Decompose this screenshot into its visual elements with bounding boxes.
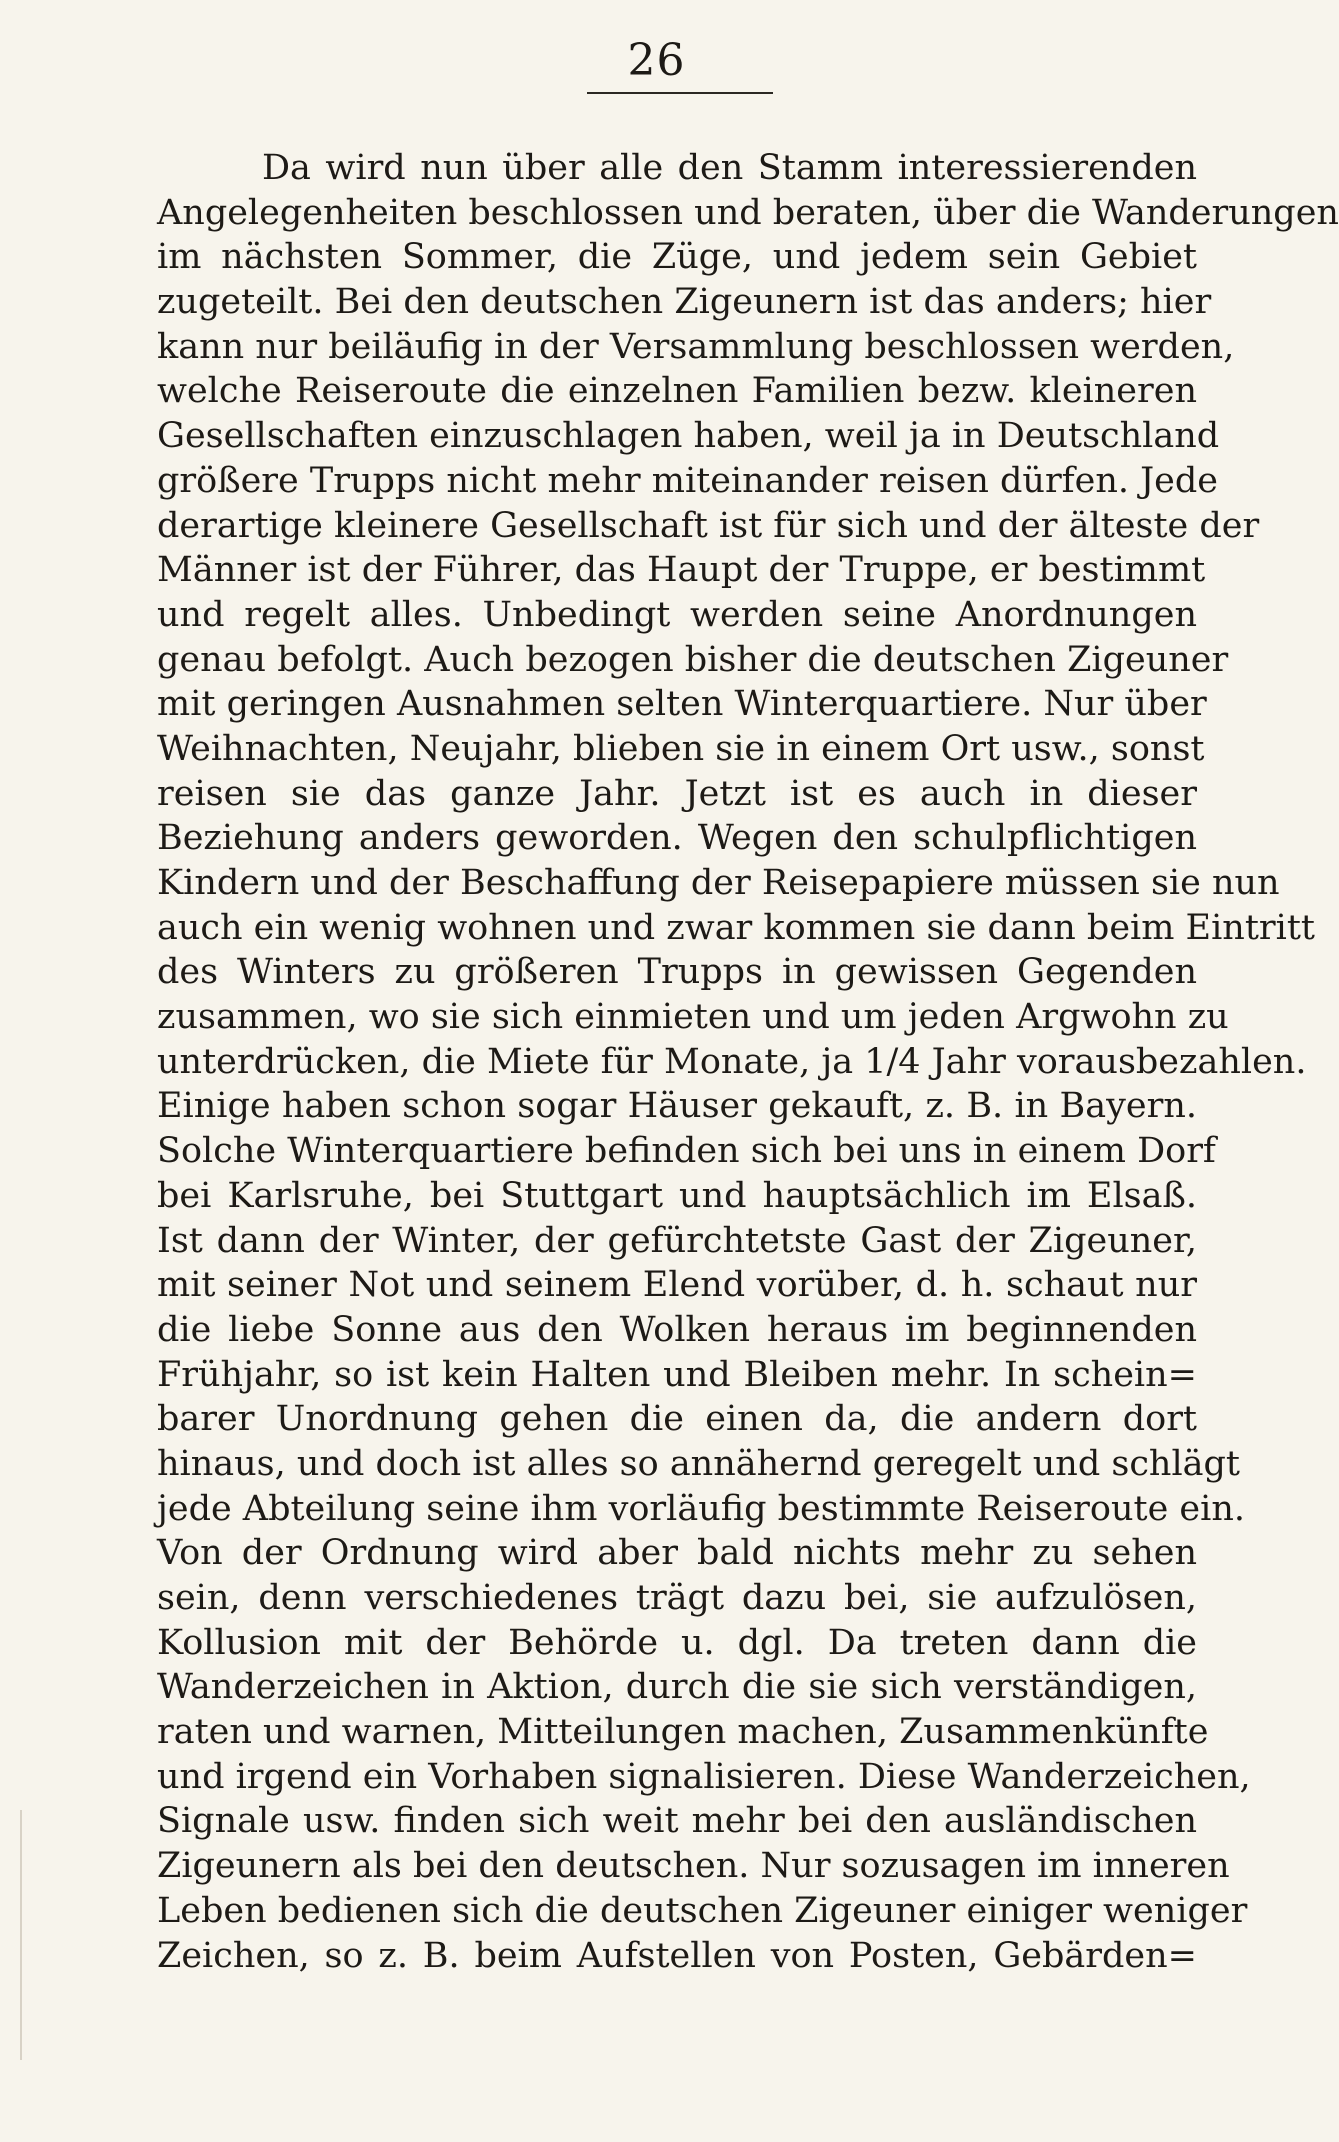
text-line: Kollusion mit der Behörde u. dgl. Da treten dann die <box>157 1622 1197 1663</box>
text-line: jede Abteilung seine ihm vorläufig bestimmte Reiseroute ein. <box>157 1488 1245 1529</box>
text-line: Einige haben schon sogar Häuser gekauft, z. B. in Bayern. <box>157 1086 1197 1127</box>
text-line: sein, denn verschiedenes trägt dazu bei, sie aufzulösen, <box>157 1578 1197 1618</box>
text-line: reisen sie das ganze Jahr. Jetzt ist es auch in dieser <box>157 773 1197 814</box>
text-line: Solche Winterquartiere befinden sich bei uns in einem Dorf <box>157 1131 1216 1172</box>
body-text <box>157 146 1339 1978</box>
text-line: und irgend ein Vorhaben signalisieren. Diese Wanderzeichen, <box>157 1756 1251 1797</box>
text-line: unterdrücken, die Miete für Monate, ja 1/4 Jahr vorausbezahlen. <box>157 1041 1307 1082</box>
text-line: mit geringen Ausnahmen selten Winterquartiere. Nur über <box>157 684 1207 725</box>
text-line: Ist dann der Winter, der gefürchtetste Gast der Zigeuner, <box>157 1220 1197 1261</box>
text-line: und regelt alles. Unbedingt werden seine Anordnungen <box>157 594 1197 635</box>
text-line: Da wird nun über alle den Stamm interessierenden <box>262 148 1197 188</box>
text-line: zusammen, wo sie sich einmieten und um jeden Argwohn zu <box>157 997 1229 1038</box>
text-line: Zigeunern als bei den deutschen. Nur sozusagen im inneren <box>157 1846 1230 1887</box>
text-line: welche Reiseroute die einzelnen Familien bezw. kleineren <box>157 371 1197 412</box>
text-line: Leben bedienen sich die deutschen Zigeuner einiger weniger <box>157 1890 1248 1931</box>
text-line: raten und warnen, Mitteilungen machen, Zusammenkünfte <box>157 1712 1209 1753</box>
text-line: mit seiner Not und seinem Elend vorüber, d. h. schaut nur <box>157 1265 1197 1306</box>
text-line: Weihnachten, Neujahr, blieben sie in einem Ort usw., sonst <box>157 728 1205 769</box>
text-line: Angelegenheiten beschlossen und beraten, über die Wanderungen <box>157 192 1339 233</box>
text-line: Gesellschaften einzuschlagen haben, weil ja in Deutschland <box>157 416 1220 457</box>
text-line: Kindern und der Beschaffung der Reisepapiere müssen sie nun <box>157 863 1280 903</box>
text-line: Männer ist der Führer, das Haupt der Truppe, er bestimmt <box>157 550 1206 591</box>
page-number: 26 <box>627 35 686 86</box>
text-line: Frühjahr, so ist kein Halten und Bleiben mehr. In schein= <box>157 1354 1197 1395</box>
text-line: Zeichen, so z. B. beim Aufstellen von Posten, Gebärden= <box>157 1935 1197 1976</box>
text-line: derartige kleinere Gesellschaft ist für sich und der älteste der <box>157 505 1260 546</box>
text-line: genau befolgt. Auch bezogen bisher die deutschen Zigeuner <box>157 639 1229 680</box>
text-line: Wanderzeichen in Aktion, durch die sie sich verständigen, <box>157 1667 1197 1708</box>
text-line: Signale usw. finden sich weit mehr bei den ausländischen <box>157 1801 1197 1842</box>
text-line: hinaus, und doch ist alles so annähernd geregelt und schlägt <box>157 1443 1241 1484</box>
header-rule <box>587 92 773 94</box>
left-margin-mark <box>20 1810 22 2060</box>
text-line: zugeteilt. Bei den deutschen Zigeunern ist das anders; hier <box>157 282 1212 323</box>
text-line: kann nur beiläufig in der Versammlung beschlossen werden, <box>157 326 1235 367</box>
text-line: barer Unordnung gehen die einen da, die andern dort <box>157 1399 1197 1440</box>
text-line: Von der Ordnung wird aber bald nichts mehr zu sehen <box>157 1533 1197 1574</box>
text-line: auch ein wenig wohnen und zwar kommen sie dann beim Eintritt <box>157 907 1315 948</box>
text-line: die liebe Sonne aus den Wolken heraus im beginnenden <box>157 1309 1197 1350</box>
text-line: im nächsten Sommer, die Züge, und jedem sein Gebiet <box>157 237 1197 278</box>
text-line: bei Karlsruhe, bei Stuttgart und hauptsächlich im Elsaß. <box>157 1175 1197 1216</box>
text-line: des Winters zu größeren Trupps in gewissen Gegenden <box>157 952 1197 993</box>
text-line: Beziehung anders geworden. Wegen den schulpflichtigen <box>157 818 1197 859</box>
text-line: größere Trupps nicht mehr miteinander reisen dürfen. Jede <box>157 460 1219 501</box>
